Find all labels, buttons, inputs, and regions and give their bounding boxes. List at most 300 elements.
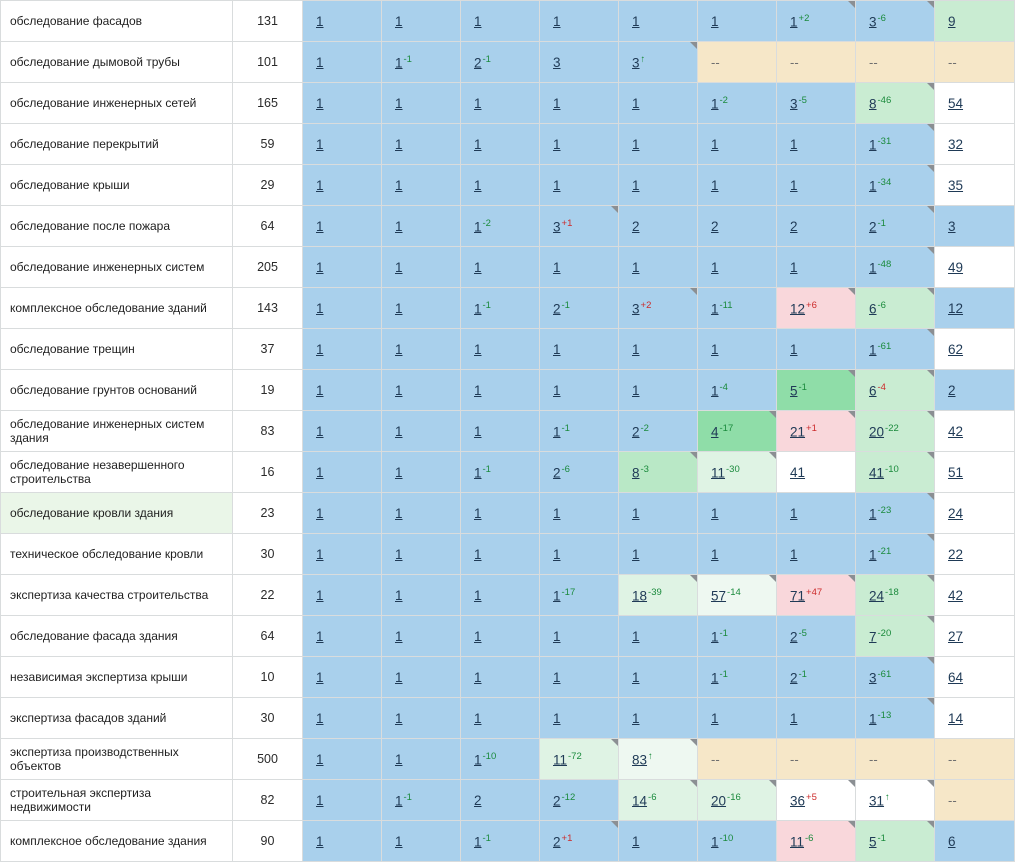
table-row	[1, 534, 1015, 575]
position-value: 12	[948, 300, 964, 316]
position-value: 1	[632, 710, 640, 726]
cell-note-corner-icon[interactable]	[927, 698, 934, 705]
position-value: 1	[553, 259, 561, 275]
position-value: 3	[869, 14, 877, 30]
position-value: 3	[790, 96, 798, 112]
table-row	[1, 288, 1015, 329]
cell-note-corner-icon[interactable]	[927, 1, 934, 8]
position-cell	[303, 165, 382, 206]
cell-note-corner-icon[interactable]	[848, 411, 855, 418]
cell-note-corner-icon[interactable]	[690, 452, 697, 459]
position-value: 1	[316, 341, 324, 357]
position-cell	[777, 657, 856, 698]
table-row	[1, 657, 1015, 698]
position-cell	[540, 575, 619, 616]
position-value: 1	[632, 833, 640, 849]
position-value: 62	[948, 341, 964, 357]
position-value: 1	[632, 628, 640, 644]
position-cell	[382, 329, 461, 370]
position-value: 42	[948, 423, 964, 439]
cell-note-corner-icon[interactable]	[927, 616, 934, 623]
position-cell	[619, 739, 698, 780]
position-value: 12	[790, 301, 806, 317]
cell-note-corner-icon[interactable]	[927, 821, 934, 828]
table-row	[1, 698, 1015, 739]
position-cell	[382, 739, 461, 780]
position-cell	[698, 657, 777, 698]
position-delta: +2	[640, 299, 652, 311]
position-cell	[382, 616, 461, 657]
position-cell	[856, 329, 935, 370]
position-delta: -6	[648, 791, 657, 803]
position-value: 2	[553, 834, 561, 850]
position-cell	[303, 206, 382, 247]
position-value: 1	[316, 792, 324, 808]
position-cell	[777, 616, 856, 657]
position-value: 1	[395, 505, 403, 521]
position-delta: -72	[568, 750, 582, 762]
position-cell	[698, 370, 777, 411]
position-value: 1	[553, 136, 561, 152]
frequency-cell: 64	[233, 616, 303, 657]
cell-note-corner-icon[interactable]	[611, 739, 618, 746]
position-cell	[856, 288, 935, 329]
position-value: 6	[948, 833, 956, 849]
position-value: 1	[474, 382, 482, 398]
position-value: 2	[632, 424, 640, 440]
position-value: 1	[316, 505, 324, 521]
position-cell	[382, 288, 461, 329]
position-value: 1	[474, 669, 482, 685]
position-value: 1	[474, 301, 482, 317]
position-delta: -6	[877, 299, 886, 311]
keyword-cell[interactable]: обследование крыши	[1, 165, 233, 206]
cell-note-corner-icon[interactable]	[848, 288, 855, 295]
cell-note-corner-icon[interactable]	[927, 83, 934, 90]
position-cell	[382, 42, 461, 83]
position-cell	[777, 1, 856, 42]
position-delta: +5	[806, 791, 817, 803]
table-row	[1, 124, 1015, 165]
table-row	[1, 370, 1015, 411]
cell-note-corner-icon[interactable]	[848, 821, 855, 828]
cell-note-corner-icon[interactable]	[690, 780, 697, 787]
position-delta: -18	[885, 586, 899, 598]
position-delta: -1	[798, 668, 807, 680]
keyword-cell[interactable]: комплексное обследование здания	[1, 821, 233, 862]
cell-note-corner-icon[interactable]	[848, 370, 855, 377]
position-value: 1	[474, 219, 482, 235]
position-value: 1	[316, 259, 324, 275]
cell-note-corner-icon[interactable]	[927, 288, 934, 295]
position-delta: +1	[561, 832, 573, 844]
position-delta: +6	[806, 299, 817, 311]
position-cell	[856, 206, 935, 247]
position-value: 1	[711, 710, 719, 726]
position-cell	[777, 821, 856, 862]
position-value: 9	[948, 13, 956, 29]
position-cell	[540, 534, 619, 575]
position-cell	[777, 411, 856, 452]
position-value: 1	[316, 751, 324, 767]
position-value: 2	[790, 218, 798, 234]
cell-note-corner-icon[interactable]	[927, 657, 934, 664]
position-cell	[698, 780, 777, 821]
position-delta: -22	[885, 422, 899, 434]
position-cell	[461, 780, 540, 821]
position-cell	[777, 288, 856, 329]
position-value: 7	[869, 629, 877, 645]
position-value: 1	[395, 218, 403, 234]
position-cell	[619, 411, 698, 452]
position-cell	[303, 411, 382, 452]
frequency-cell: 83	[233, 411, 303, 452]
position-cell	[303, 452, 382, 493]
position-value: 1	[395, 300, 403, 316]
position-value: 1	[395, 177, 403, 193]
frequency-cell: 143	[233, 288, 303, 329]
position-cell	[777, 493, 856, 534]
table-row	[1, 83, 1015, 124]
position-value: 1	[316, 546, 324, 562]
keyword-cell[interactable]: обследование дымовой трубы	[1, 42, 233, 83]
position-cell	[461, 657, 540, 698]
cell-note-corner-icon[interactable]	[769, 575, 776, 582]
position-cell	[619, 493, 698, 534]
cell-note-corner-icon[interactable]	[927, 370, 934, 377]
position-value: 2	[553, 301, 561, 317]
position-value: 1	[711, 177, 719, 193]
position-delta: -11	[719, 299, 733, 311]
keyword-cell[interactable]: строительная экспертиза недвижимости	[1, 780, 233, 821]
position-delta: -1	[482, 53, 491, 65]
cell-note-corner-icon[interactable]	[927, 534, 934, 541]
cell-note-corner-icon[interactable]	[927, 575, 934, 582]
position-delta: +2	[798, 12, 810, 24]
position-cell	[935, 411, 1015, 452]
position-value: 71	[790, 588, 806, 604]
position-cell	[935, 657, 1015, 698]
position-value: 64	[948, 669, 964, 685]
position-cell	[856, 452, 935, 493]
position-cell	[935, 493, 1015, 534]
position-cell	[619, 821, 698, 862]
position-value: 1	[790, 546, 798, 562]
position-value: 1	[869, 506, 877, 522]
position-cell	[540, 288, 619, 329]
cell-note-corner-icon[interactable]	[927, 493, 934, 500]
table-row	[1, 780, 1015, 821]
position-delta: ↑	[648, 750, 653, 762]
position-cell	[698, 206, 777, 247]
position-delta: -16	[727, 791, 741, 803]
cell-note-corner-icon[interactable]	[611, 206, 618, 213]
keyword-cell[interactable]: обследование трещин	[1, 329, 233, 370]
position-value: 1	[395, 55, 403, 71]
cell-note-corner-icon[interactable]	[611, 821, 618, 828]
frequency-cell: 37	[233, 329, 303, 370]
position-value: 1	[632, 382, 640, 398]
keyword-cell[interactable]: обследование кровли здания	[1, 493, 233, 534]
keyword-cell[interactable]: обследование инженерных систем здания	[1, 411, 233, 452]
position-value: 2	[711, 218, 719, 234]
position-delta: -48	[877, 258, 892, 270]
position-cell	[619, 780, 698, 821]
position-cell	[461, 411, 540, 452]
table-row	[1, 493, 1015, 534]
position-cell	[461, 83, 540, 124]
position-cell	[461, 452, 540, 493]
position-value: 1	[711, 834, 719, 850]
position-value: 1	[316, 136, 324, 152]
cell-note-corner-icon[interactable]	[927, 165, 934, 172]
cell-note-corner-icon[interactable]	[927, 780, 934, 787]
position-value: 1	[395, 136, 403, 152]
position-cell	[856, 83, 935, 124]
position-delta: +1	[806, 422, 817, 434]
cell-note-corner-icon[interactable]	[769, 411, 776, 418]
position-value: 3	[553, 54, 561, 70]
position-delta: -31	[877, 135, 892, 147]
position-value: 1	[474, 628, 482, 644]
position-value: 36	[790, 793, 806, 809]
position-cell	[461, 124, 540, 165]
position-value: 1	[553, 13, 561, 29]
position-cell	[935, 534, 1015, 575]
position-value: 1	[790, 14, 798, 30]
position-cell	[619, 124, 698, 165]
position-value: 3	[948, 218, 956, 234]
position-value: 20	[711, 793, 727, 809]
position-value: 42	[948, 587, 964, 603]
cell-note-corner-icon[interactable]	[690, 575, 697, 582]
position-value: 1	[316, 382, 324, 398]
position-cell-empty: --	[698, 42, 777, 83]
position-value: 1	[474, 710, 482, 726]
cell-note-corner-icon[interactable]	[927, 411, 934, 418]
position-cell	[382, 780, 461, 821]
keyword-cell[interactable]: экспертиза фасадов зданий	[1, 698, 233, 739]
position-delta: -39	[648, 586, 662, 598]
position-value: 1	[790, 505, 798, 521]
position-value: 1	[474, 177, 482, 193]
position-delta: -1	[798, 381, 807, 393]
position-cell	[935, 206, 1015, 247]
position-cell-empty: --	[777, 42, 856, 83]
cell-note-corner-icon[interactable]	[848, 575, 855, 582]
keyword-cell[interactable]: техническое обследование кровли	[1, 534, 233, 575]
keyword-cell[interactable]: обследование незавершенного строительства	[1, 452, 233, 493]
position-value: 1	[474, 341, 482, 357]
position-value: 1	[553, 669, 561, 685]
position-cell	[382, 698, 461, 739]
cell-note-corner-icon[interactable]	[927, 452, 934, 459]
keyword-cell[interactable]: обследование после пожара	[1, 206, 233, 247]
position-delta: -10	[482, 750, 497, 762]
position-cell	[303, 780, 382, 821]
keyword-cell[interactable]: обследование фасадов	[1, 1, 233, 42]
position-value: 1	[711, 259, 719, 275]
position-value: 83	[632, 752, 648, 768]
position-value: 1	[316, 423, 324, 439]
position-value: 1	[869, 178, 877, 194]
cell-note-corner-icon[interactable]	[769, 780, 776, 787]
cell-note-corner-icon[interactable]	[927, 247, 934, 254]
position-cell	[619, 575, 698, 616]
position-cell-empty: --	[935, 780, 1015, 821]
position-cell-empty: --	[856, 739, 935, 780]
frequency-cell: 16	[233, 452, 303, 493]
position-cell	[619, 1, 698, 42]
cell-note-corner-icon[interactable]	[848, 780, 855, 787]
position-value: 1	[316, 300, 324, 316]
position-value: 1	[553, 341, 561, 357]
position-cell	[382, 83, 461, 124]
position-cell	[619, 42, 698, 83]
position-value: 1	[316, 710, 324, 726]
keyword-cell[interactable]: обследование инженерных сетей	[1, 83, 233, 124]
position-value: 11	[790, 834, 805, 850]
position-value: 22	[948, 546, 964, 562]
position-cell	[856, 247, 935, 288]
position-value: 1	[395, 13, 403, 29]
position-value: 2	[790, 670, 798, 686]
position-cell	[856, 534, 935, 575]
position-cell	[777, 83, 856, 124]
position-cell	[303, 370, 382, 411]
position-cell	[303, 124, 382, 165]
keyword-cell[interactable]: обследование фасада здания	[1, 616, 233, 657]
position-cell	[382, 534, 461, 575]
position-value: 1	[632, 505, 640, 521]
position-value: 1	[474, 505, 482, 521]
position-delta: -3	[640, 463, 649, 475]
position-value: 1	[632, 136, 640, 152]
position-cell	[540, 780, 619, 821]
position-cell	[619, 534, 698, 575]
position-value: 1	[395, 423, 403, 439]
keyword-cell[interactable]: обследование перекрытий	[1, 124, 233, 165]
position-value: 2	[474, 55, 482, 71]
position-cell	[856, 616, 935, 657]
position-cell	[856, 657, 935, 698]
keyword-cell[interactable]: экспертиза производственных объектов	[1, 739, 233, 780]
frequency-cell: 131	[233, 1, 303, 42]
position-delta: -14	[727, 586, 741, 598]
cell-note-corner-icon[interactable]	[927, 206, 934, 213]
keyword-cell[interactable]: экспертиза качества строительства	[1, 575, 233, 616]
position-cell	[540, 1, 619, 42]
cell-note-corner-icon[interactable]	[690, 42, 697, 49]
position-cell	[777, 370, 856, 411]
position-value: 1	[790, 136, 798, 152]
position-delta: -6	[561, 463, 570, 475]
position-cell	[777, 124, 856, 165]
position-cell	[540, 493, 619, 534]
keyword-cell[interactable]: независимая экспертиза крыши	[1, 657, 233, 698]
position-cell	[303, 739, 382, 780]
position-value: 1	[316, 13, 324, 29]
table-row	[1, 575, 1015, 616]
position-cell	[777, 206, 856, 247]
position-value: 1	[316, 628, 324, 644]
position-cell	[698, 821, 777, 862]
position-cell	[619, 206, 698, 247]
keyword-cell[interactable]: комплексное обследование зданий	[1, 288, 233, 329]
position-delta: +1	[561, 217, 573, 229]
position-value: 41	[790, 464, 806, 480]
cell-note-corner-icon[interactable]	[848, 1, 855, 8]
position-value: 1	[711, 629, 719, 645]
position-value: 3	[869, 670, 877, 686]
position-cell-empty: --	[935, 739, 1015, 780]
table-row	[1, 452, 1015, 493]
position-cell	[540, 165, 619, 206]
position-value: 1	[790, 259, 798, 275]
position-value: 1	[711, 546, 719, 562]
position-cell	[382, 657, 461, 698]
position-cell	[540, 329, 619, 370]
position-cell	[935, 370, 1015, 411]
cell-note-corner-icon[interactable]	[927, 124, 934, 131]
frequency-cell: 19	[233, 370, 303, 411]
cell-note-corner-icon[interactable]	[690, 288, 697, 295]
position-cell	[777, 780, 856, 821]
position-value: 3	[553, 219, 561, 235]
position-value: 1	[711, 505, 719, 521]
position-delta: -1	[719, 668, 728, 680]
position-delta: -2	[640, 422, 649, 434]
position-cell	[382, 1, 461, 42]
position-cell	[777, 452, 856, 493]
position-cell	[935, 165, 1015, 206]
position-value: 1	[869, 547, 877, 563]
position-delta: -2	[719, 94, 728, 106]
keyword-cell[interactable]: обследование грунтов оснований	[1, 370, 233, 411]
cell-note-corner-icon[interactable]	[769, 452, 776, 459]
position-value: 1	[711, 670, 719, 686]
position-value: 2	[869, 219, 877, 235]
position-delta: -1	[482, 299, 491, 311]
position-delta: -20	[877, 627, 892, 639]
position-cell	[777, 329, 856, 370]
position-value: 3	[632, 301, 640, 317]
frequency-cell: 10	[233, 657, 303, 698]
position-value: 1	[395, 793, 403, 809]
position-value: 1	[316, 218, 324, 234]
cell-note-corner-icon[interactable]	[690, 739, 697, 746]
position-cell	[540, 42, 619, 83]
position-cell	[540, 247, 619, 288]
position-value: 32	[948, 136, 964, 152]
position-value: 2	[632, 218, 640, 234]
position-cell-empty: --	[856, 42, 935, 83]
position-value: 6	[869, 383, 877, 399]
position-value: 1	[395, 382, 403, 398]
keyword-cell[interactable]: обследование инженерных систем	[1, 247, 233, 288]
table-row	[1, 247, 1015, 288]
position-value: 1	[711, 383, 719, 399]
position-value: 1	[632, 341, 640, 357]
position-cell	[540, 452, 619, 493]
position-delta: -1	[719, 627, 728, 639]
position-cell	[303, 329, 382, 370]
cell-note-corner-icon[interactable]	[927, 329, 934, 336]
position-value: 1	[316, 95, 324, 111]
position-cell	[935, 616, 1015, 657]
position-value: 1	[553, 628, 561, 644]
table-row	[1, 329, 1015, 370]
